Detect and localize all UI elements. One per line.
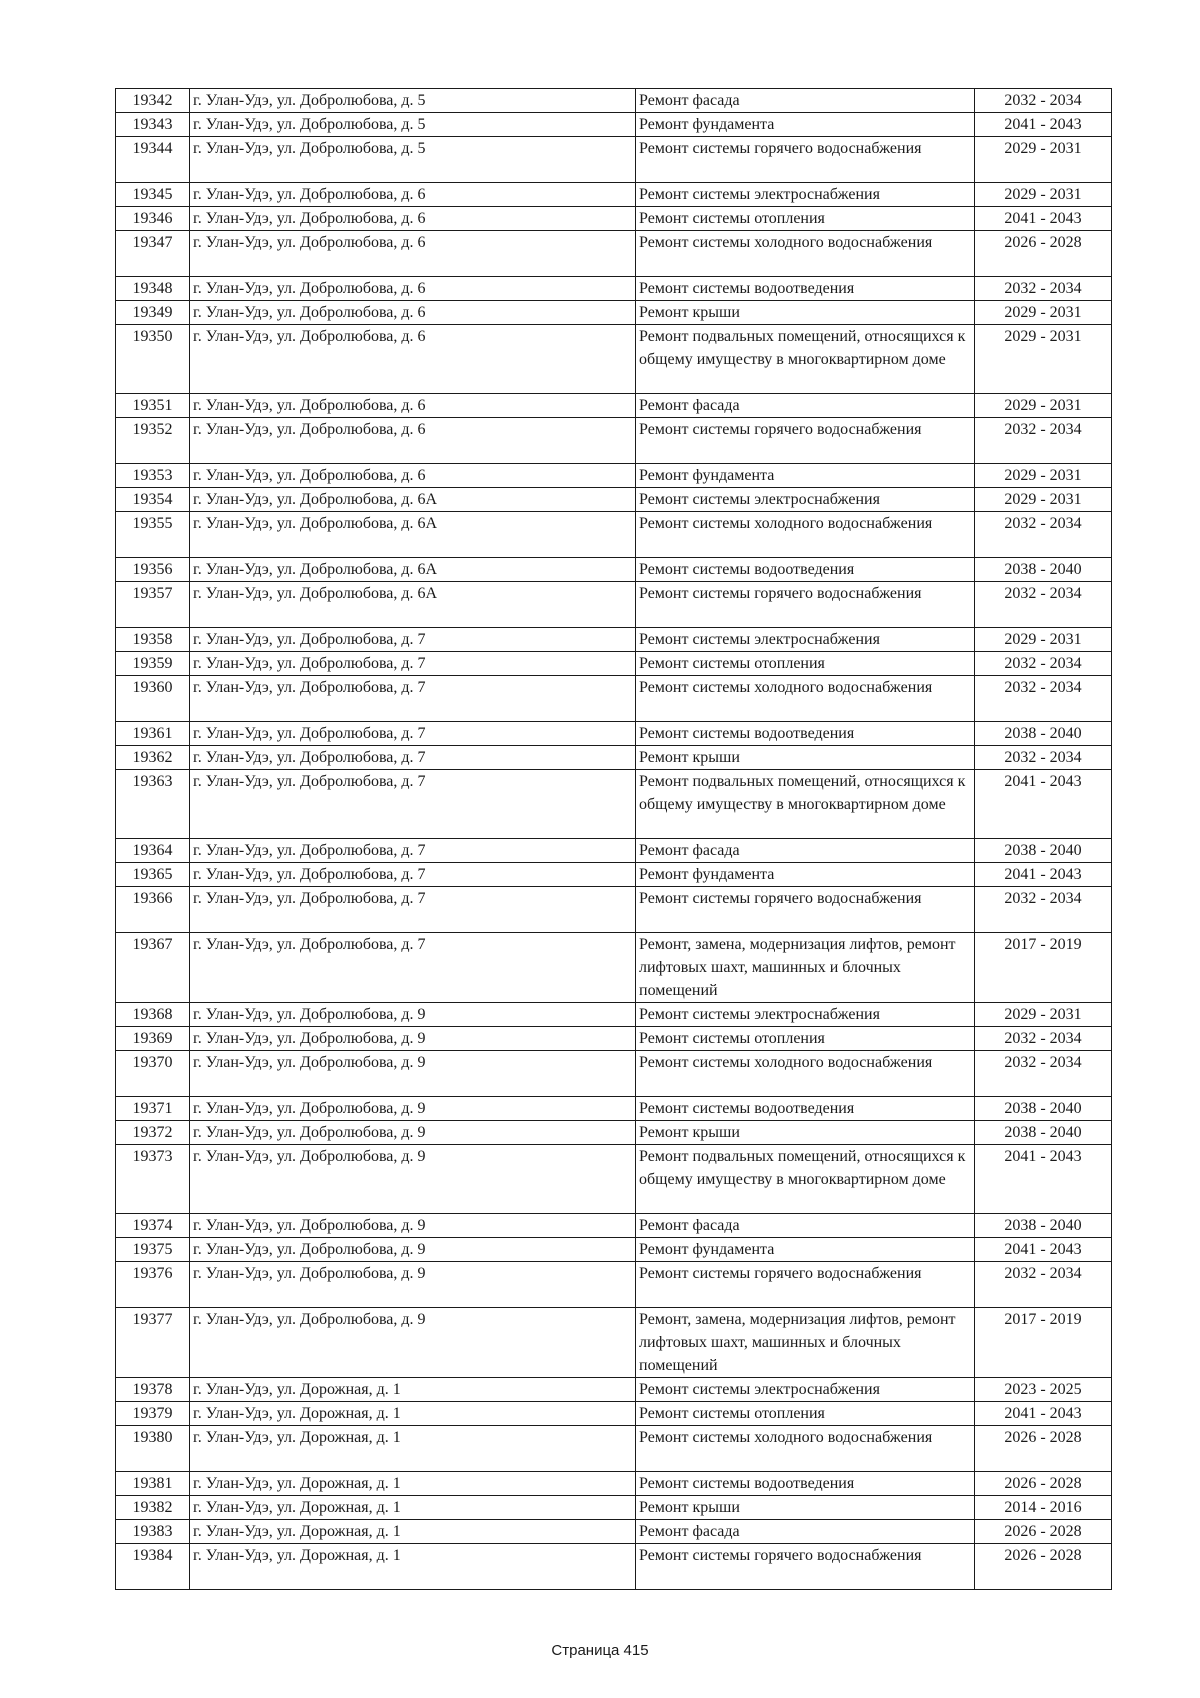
row-number-cell: 19350 [116,325,190,394]
row-number-cell: 19351 [116,394,190,418]
address-cell: г. Улан-Удэ, ул. Добролюбова, д. 7 [190,746,636,770]
work-type-cell: Ремонт системы холодного водоснабжения [636,1426,975,1472]
table-row [116,325,1112,394]
period-cell: 2017 - 2019 [975,1308,1112,1378]
address-cell: г. Улан-Удэ, ул. Добролюбова, д. 6 [190,183,636,207]
table-row [116,1051,1112,1097]
period-cell: 2029 - 2031 [975,1003,1112,1027]
table-row [116,770,1112,839]
row-number-cell: 19366 [116,887,190,933]
work-type-cell: Ремонт системы электроснабжения [636,488,975,512]
address-cell: г. Улан-Удэ, ул. Дорожная, д. 1 [190,1520,636,1544]
period-cell: 2026 - 2028 [975,1426,1112,1472]
row-number-cell: 19384 [116,1544,190,1590]
row-number-cell: 19342 [116,89,190,113]
period-cell: 2032 - 2034 [975,582,1112,628]
work-type-cell: Ремонт системы горячего водоснабжения [636,1544,975,1590]
address-cell: г. Улан-Удэ, ул. Добролюбова, д. 9 [190,1097,636,1121]
row-number-cell: 19356 [116,558,190,582]
table-row [116,1520,1112,1544]
table-row [116,1378,1112,1402]
work-type-cell: Ремонт системы водоотведения [636,277,975,301]
period-cell: 2026 - 2028 [975,231,1112,277]
address-cell: г. Улан-Удэ, ул. Добролюбова, д. 6 [190,277,636,301]
row-number-cell: 19375 [116,1238,190,1262]
work-type-cell: Ремонт системы холодного водоснабжения [636,676,975,722]
period-cell: 2029 - 2031 [975,394,1112,418]
address-cell: г. Улан-Удэ, ул. Добролюбова, д. 6А [190,488,636,512]
row-number-cell: 19378 [116,1378,190,1402]
period-cell: 2041 - 2043 [975,113,1112,137]
address-cell: г. Улан-Удэ, ул. Добролюбова, д. 5 [190,113,636,137]
work-type-cell: Ремонт системы холодного водоснабжения [636,1051,975,1097]
address-cell: г. Улан-Удэ, ул. Дорожная, д. 1 [190,1402,636,1426]
period-cell: 2038 - 2040 [975,558,1112,582]
row-number-cell: 19344 [116,137,190,183]
work-type-cell: Ремонт фасада [636,839,975,863]
period-cell: 2032 - 2034 [975,277,1112,301]
address-cell: г. Улан-Удэ, ул. Добролюбова, д. 5 [190,89,636,113]
period-cell: 2032 - 2034 [975,652,1112,676]
row-number-cell: 19348 [116,277,190,301]
period-cell: 2041 - 2043 [975,770,1112,839]
row-number-cell: 19359 [116,652,190,676]
period-cell: 2029 - 2031 [975,301,1112,325]
row-number-cell: 19357 [116,582,190,628]
table-row [116,464,1112,488]
table-row [116,887,1112,933]
period-cell: 2023 - 2025 [975,1378,1112,1402]
address-cell: г. Улан-Удэ, ул. Добролюбова, д. 6 [190,231,636,277]
address-cell: г. Улан-Удэ, ул. Добролюбова, д. 5 [190,137,636,183]
work-type-cell: Ремонт, замена, модернизация лифтов, ремонт лифтовых шахт, машинных и блочных помещений [636,1308,975,1378]
period-cell: 2041 - 2043 [975,1402,1112,1426]
table-row [116,1308,1112,1378]
table-row [116,1402,1112,1426]
table-row [116,676,1112,722]
address-cell: г. Улан-Удэ, ул. Добролюбова, д. 9 [190,1262,636,1308]
work-type-cell: Ремонт системы водоотведения [636,1097,975,1121]
address-cell: г. Улан-Удэ, ул. Добролюбова, д. 9 [190,1238,636,1262]
table-body [116,89,1112,1590]
address-cell: г. Улан-Удэ, ул. Добролюбова, д. 6А [190,582,636,628]
period-cell: 2029 - 2031 [975,183,1112,207]
table-row [116,746,1112,770]
address-cell: г. Улан-Удэ, ул. Добролюбова, д. 9 [190,1027,636,1051]
work-type-cell: Ремонт системы горячего водоснабжения [636,887,975,933]
row-number-cell: 19379 [116,1402,190,1426]
table-row [116,863,1112,887]
row-number-cell: 19372 [116,1121,190,1145]
work-type-cell: Ремонт системы горячего водоснабжения [636,137,975,183]
row-number-cell: 19371 [116,1097,190,1121]
period-cell: 2041 - 2043 [975,863,1112,887]
address-cell: г. Улан-Удэ, ул. Добролюбова, д. 6 [190,464,636,488]
page-number: Страница 415 [551,1642,649,1659]
address-cell: г. Улан-Удэ, ул. Добролюбова, д. 7 [190,722,636,746]
table-row [116,301,1112,325]
period-cell: 2026 - 2028 [975,1544,1112,1590]
table-row [116,512,1112,558]
row-number-cell: 19367 [116,933,190,1003]
row-number-cell: 19353 [116,464,190,488]
table-row [116,277,1112,301]
address-cell: г. Улан-Удэ, ул. Добролюбова, д. 6 [190,394,636,418]
row-number-cell: 19377 [116,1308,190,1378]
row-number-cell: 19358 [116,628,190,652]
table-row [116,207,1112,231]
table-row [116,628,1112,652]
period-cell: 2041 - 2043 [975,207,1112,231]
table-row [116,183,1112,207]
period-cell: 2038 - 2040 [975,1097,1112,1121]
address-cell: г. Улан-Удэ, ул. Добролюбова, д. 7 [190,628,636,652]
work-type-cell: Ремонт крыши [636,301,975,325]
period-cell: 2032 - 2034 [975,746,1112,770]
row-number-cell: 19355 [116,512,190,558]
work-type-cell: Ремонт системы водоотведения [636,722,975,746]
table-row [116,839,1112,863]
table-row [116,1003,1112,1027]
period-cell: 2026 - 2028 [975,1472,1112,1496]
row-number-cell: 19361 [116,722,190,746]
work-type-cell: Ремонт подвальных помещений, относящихся к общему имуществу в многоквартирном доме [636,770,975,839]
address-cell: г. Улан-Удэ, ул. Добролюбова, д. 9 [190,1214,636,1238]
table-row [116,722,1112,746]
row-number-cell: 19380 [116,1426,190,1472]
row-number-cell: 19369 [116,1027,190,1051]
row-number-cell: 19360 [116,676,190,722]
address-cell: г. Улан-Удэ, ул. Добролюбова, д. 6А [190,512,636,558]
row-number-cell: 19368 [116,1003,190,1027]
address-cell: г. Улан-Удэ, ул. Добролюбова, д. 6 [190,418,636,464]
row-number-cell: 19365 [116,863,190,887]
row-number-cell: 19352 [116,418,190,464]
row-number-cell: 19373 [116,1145,190,1214]
table-row [116,933,1112,1003]
work-type-cell: Ремонт крыши [636,746,975,770]
period-cell: 2014 - 2016 [975,1496,1112,1520]
address-cell: г. Улан-Удэ, ул. Добролюбова, д. 9 [190,1145,636,1214]
work-type-cell: Ремонт крыши [636,1496,975,1520]
row-number-cell: 19346 [116,207,190,231]
period-cell: 2029 - 2031 [975,488,1112,512]
table-row [116,1121,1112,1145]
address-cell: г. Улан-Удэ, ул. Добролюбова, д. 6 [190,325,636,394]
table-row [116,1145,1112,1214]
table-row [116,558,1112,582]
work-type-cell: Ремонт фасада [636,89,975,113]
address-cell: г. Улан-Удэ, ул. Добролюбова, д. 9 [190,1003,636,1027]
table-row [116,1426,1112,1472]
table-row [116,1214,1112,1238]
row-number-cell: 19347 [116,231,190,277]
work-type-cell: Ремонт системы холодного водоснабжения [636,231,975,277]
address-cell: г. Улан-Удэ, ул. Дорожная, д. 1 [190,1544,636,1590]
table-row [116,1097,1112,1121]
address-cell: г. Улан-Удэ, ул. Добролюбова, д. 7 [190,676,636,722]
period-cell: 2026 - 2028 [975,1520,1112,1544]
work-type-cell: Ремонт системы отопления [636,207,975,231]
address-cell: г. Улан-Удэ, ул. Добролюбова, д. 7 [190,933,636,1003]
period-cell: 2032 - 2034 [975,1262,1112,1308]
row-number-cell: 19382 [116,1496,190,1520]
table-row [116,1262,1112,1308]
address-cell: г. Улан-Удэ, ул. Дорожная, д. 1 [190,1378,636,1402]
table-row [116,582,1112,628]
row-number-cell: 19343 [116,113,190,137]
address-cell: г. Улан-Удэ, ул. Добролюбова, д. 7 [190,839,636,863]
work-type-cell: Ремонт крыши [636,1121,975,1145]
table-row [116,1238,1112,1262]
work-type-cell: Ремонт системы электроснабжения [636,628,975,652]
work-type-cell: Ремонт системы горячего водоснабжения [636,418,975,464]
period-cell: 2032 - 2034 [975,512,1112,558]
row-number-cell: 19354 [116,488,190,512]
work-type-cell: Ремонт системы электроснабжения [636,1003,975,1027]
work-type-cell: Ремонт системы отопления [636,1027,975,1051]
work-type-cell: Ремонт системы водоотведения [636,1472,975,1496]
work-type-cell: Ремонт системы отопления [636,1402,975,1426]
work-type-cell: Ремонт фундамента [636,1238,975,1262]
period-cell: 2029 - 2031 [975,137,1112,183]
period-cell: 2017 - 2019 [975,933,1112,1003]
work-type-cell: Ремонт системы холодного водоснабжения [636,512,975,558]
row-number-cell: 19370 [116,1051,190,1097]
address-cell: г. Улан-Удэ, ул. Добролюбова, д. 6 [190,301,636,325]
row-number-cell: 19376 [116,1262,190,1308]
period-cell: 2032 - 2034 [975,1051,1112,1097]
address-cell: г. Улан-Удэ, ул. Добролюбова, д. 7 [190,652,636,676]
address-cell: г. Улан-Удэ, ул. Добролюбова, д. 7 [190,887,636,933]
row-number-cell: 19349 [116,301,190,325]
period-cell: 2032 - 2034 [975,1027,1112,1051]
work-type-cell: Ремонт фасада [636,394,975,418]
address-cell: г. Улан-Удэ, ул. Добролюбова, д. 6 [190,207,636,231]
table-row [116,652,1112,676]
period-cell: 2041 - 2043 [975,1145,1112,1214]
table-row [116,418,1112,464]
work-type-cell: Ремонт системы отопления [636,652,975,676]
address-cell: г. Улан-Удэ, ул. Добролюбова, д. 9 [190,1121,636,1145]
period-cell: 2032 - 2034 [975,887,1112,933]
period-cell: 2032 - 2034 [975,418,1112,464]
period-cell: 2032 - 2034 [975,89,1112,113]
table-row [116,137,1112,183]
work-type-cell: Ремонт подвальных помещений, относящихся к общему имуществу в многоквартирном доме [636,325,975,394]
work-type-cell: Ремонт фасада [636,1520,975,1544]
period-cell: 2038 - 2040 [975,1121,1112,1145]
table-row [116,1544,1112,1590]
period-cell: 2029 - 2031 [975,325,1112,394]
work-type-cell: Ремонт подвальных помещений, относящихся к общему имуществу в многоквартирном доме [636,1145,975,1214]
row-number-cell: 19381 [116,1472,190,1496]
row-number-cell: 19362 [116,746,190,770]
period-cell: 2038 - 2040 [975,839,1112,863]
work-type-cell: Ремонт системы электроснабжения [636,183,975,207]
address-cell: г. Улан-Удэ, ул. Добролюбова, д. 9 [190,1051,636,1097]
table-row [116,1472,1112,1496]
address-cell: г. Улан-Удэ, ул. Дорожная, д. 1 [190,1496,636,1520]
work-type-cell: Ремонт системы горячего водоснабжения [636,1262,975,1308]
table-row [116,89,1112,113]
address-cell: г. Улан-Удэ, ул. Дорожная, д. 1 [190,1426,636,1472]
work-type-cell: Ремонт фундамента [636,464,975,488]
work-type-cell: Ремонт системы водоотведения [636,558,975,582]
row-number-cell: 19383 [116,1520,190,1544]
table-row [116,1496,1112,1520]
table-row [116,488,1112,512]
address-cell: г. Улан-Удэ, ул. Добролюбова, д. 7 [190,770,636,839]
period-cell: 2029 - 2031 [975,464,1112,488]
address-cell: г. Улан-Удэ, ул. Добролюбова, д. 6А [190,558,636,582]
work-type-cell: Ремонт системы электроснабжения [636,1378,975,1402]
period-cell: 2038 - 2040 [975,722,1112,746]
work-type-cell: Ремонт, замена, модернизация лифтов, ремонт лифтовых шахт, машинных и блочных помещений [636,933,975,1003]
work-type-cell: Ремонт системы горячего водоснабжения [636,582,975,628]
address-cell: г. Улан-Удэ, ул. Добролюбова, д. 7 [190,863,636,887]
repair-schedule-table [115,88,1112,1590]
row-number-cell: 19345 [116,183,190,207]
row-number-cell: 19364 [116,839,190,863]
work-type-cell: Ремонт фундамента [636,113,975,137]
row-number-cell: 19374 [116,1214,190,1238]
period-cell: 2041 - 2043 [975,1238,1112,1262]
period-cell: 2029 - 2031 [975,628,1112,652]
table-row [116,231,1112,277]
table-row [116,1027,1112,1051]
period-cell: 2032 - 2034 [975,676,1112,722]
work-type-cell: Ремонт фундамента [636,863,975,887]
table-row [116,113,1112,137]
period-cell: 2038 - 2040 [975,1214,1112,1238]
table-row [116,394,1112,418]
address-cell: г. Улан-Удэ, ул. Дорожная, д. 1 [190,1472,636,1496]
work-type-cell: Ремонт фасада [636,1214,975,1238]
row-number-cell: 19363 [116,770,190,839]
address-cell: г. Улан-Удэ, ул. Добролюбова, д. 9 [190,1308,636,1378]
